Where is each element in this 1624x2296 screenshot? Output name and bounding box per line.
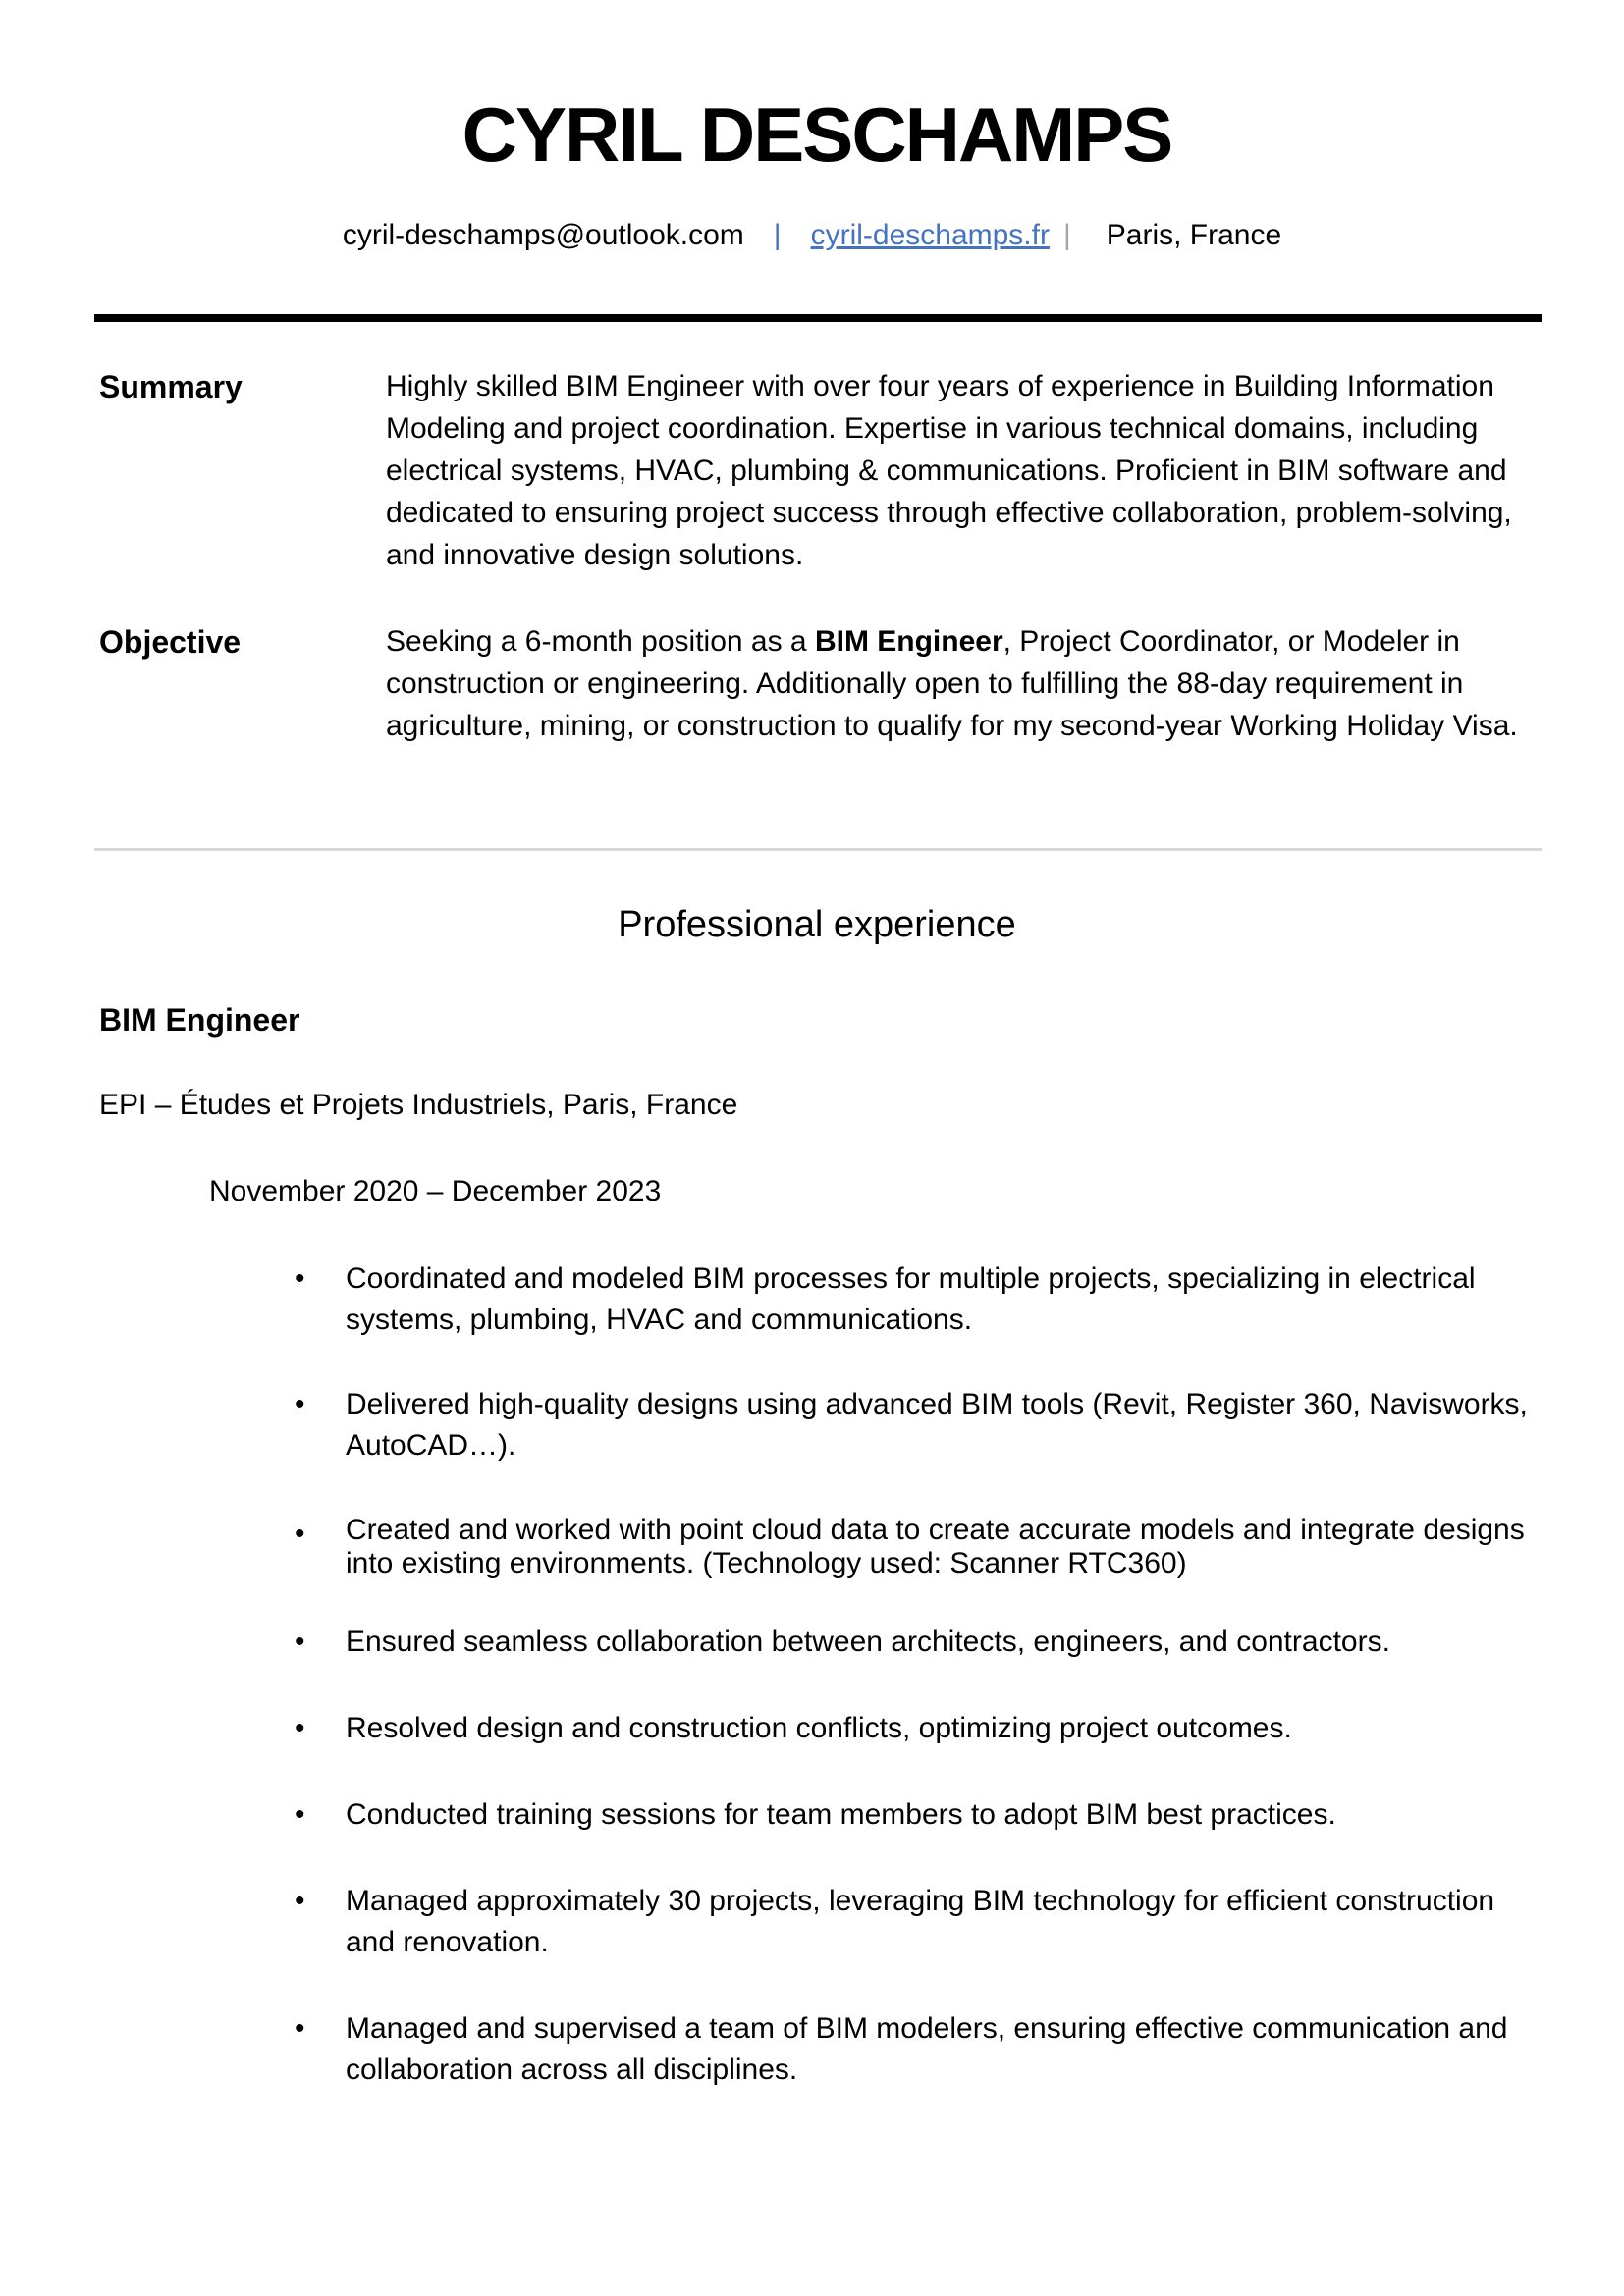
bullet-marker: • bbox=[295, 1626, 305, 1658]
location-text: Paris, France bbox=[1106, 219, 1282, 251]
website-link[interactable]: cyril-deschamps.fr bbox=[810, 219, 1050, 251]
objective-text bbox=[386, 620, 1535, 747]
candidate-name: CYRIL DESCHAMPS bbox=[461, 91, 1172, 178]
experience-heading: Professional experience bbox=[618, 904, 1016, 945]
bullet-text: Delivered high-quality designs using advanced BIM tools (Revit, Register 360, Navisworks, AutoCAD…). bbox=[346, 1388, 1528, 1462]
bullet-text: Ensured seamless collaboration between architects, engineers, and contractors. bbox=[346, 1626, 1390, 1658]
bullet-text: Managed and supervised a team of BIM modelers, ensuring effective communication and collaboration across all disciplines. bbox=[346, 2012, 1508, 2086]
bullet-marker: • bbox=[295, 1712, 305, 1744]
objective-paragraph bbox=[386, 620, 1535, 747]
bullet-marker: • bbox=[295, 1388, 305, 1420]
email-text: cyril-deschamps@outlook.com bbox=[342, 219, 744, 251]
bullet-marker: • bbox=[295, 2012, 305, 2045]
company-line: EPI – Études et Projets Industriels, Paris, France bbox=[99, 1089, 738, 1121]
objective-highlight: BIM Engineer bbox=[814, 625, 1003, 658]
contact-line bbox=[0, 218, 1624, 253]
section-divider bbox=[94, 848, 1542, 851]
header-divider bbox=[94, 314, 1542, 322]
bullet-text: Resolved design and construction conflicts, optimizing project outcomes. bbox=[346, 1712, 1292, 1744]
bullet-text: Managed approximately 30 projects, leveraging BIM technology for efficient construction and renovation. bbox=[346, 1885, 1495, 1958]
summary-text bbox=[386, 365, 1535, 576]
employment-dates: November 2020 – December 2023 bbox=[209, 1175, 662, 1207]
bullet-marker: • bbox=[295, 1798, 305, 1831]
bullet-marker: • bbox=[295, 1518, 305, 1550]
objective-text-start: Seeking a 6-month position as a bbox=[386, 625, 815, 658]
contact-separator: | bbox=[1062, 219, 1071, 251]
contact-separator: | bbox=[773, 219, 782, 251]
bullet-marker: • bbox=[295, 1262, 305, 1295]
summary-label: Summary bbox=[99, 369, 243, 404]
job-title: BIM Engineer bbox=[99, 1002, 300, 1038]
objective-text-end: , Project Coordinator, or Modeler in construction or engineering. Additionally open to fulfilling the 88-day requirement in agriculture, mining, or construction to qualify for my second-year Working Holiday Visa. bbox=[386, 625, 1518, 742]
bullet-text: Coordinated and modeled BIM processes for multiple projects, specializing in electrical systems, plumbing, HVAC and communications. bbox=[346, 1262, 1476, 1336]
summary-paragraph: Highly skilled BIM Engineer with over four years of experience in Building Information Modeling and project coordination. Expertise in various technical domains, including electrical systems, HVAC, plumbing & communications. Proficient in BIM software and dedicated to ensuring project success through effective collaboration, problem-solving, and innovative design solutions. bbox=[386, 370, 1512, 571]
objective-label: Objective bbox=[99, 624, 242, 660]
bullet-text: Conducted training sessions for team members to adopt BIM best practices. bbox=[346, 1798, 1336, 1831]
bullet-text: Created and worked with point cloud data to create accurate models and integrate designs into existing environments. (Technology used: Scanner RTC360) bbox=[346, 1514, 1525, 1579]
bullet-marker: • bbox=[295, 1885, 305, 1917]
